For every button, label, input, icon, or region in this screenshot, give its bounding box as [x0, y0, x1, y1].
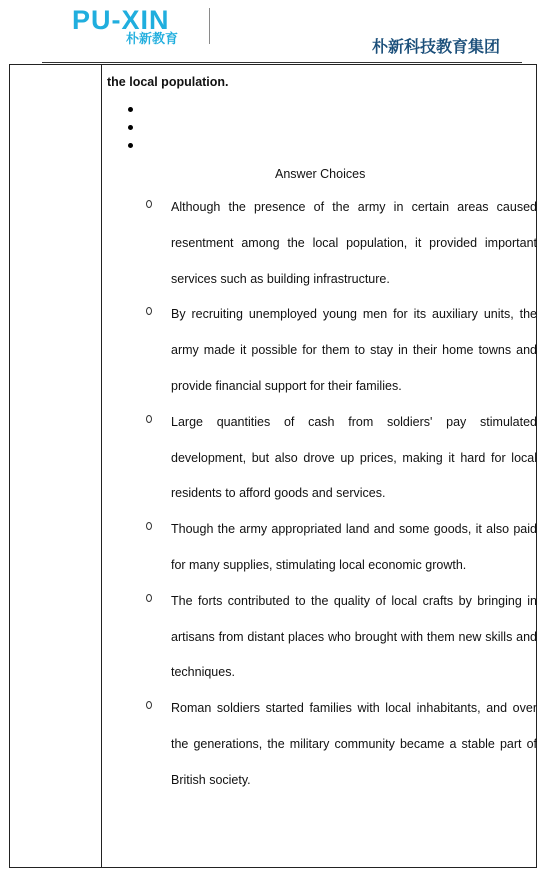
hollow-circle-bullet-icon	[146, 200, 152, 208]
answer-choice[interactable]	[145, 405, 537, 512]
answer-choice[interactable]	[145, 512, 537, 584]
hollow-circle-bullet-icon	[146, 701, 152, 709]
logo-latin-text: PU-XIN	[72, 5, 170, 35]
table-column-divider	[101, 65, 102, 867]
group-name: 朴新科技教育集团	[371, 37, 500, 56]
hollow-circle-bullet-icon	[146, 415, 152, 423]
page-header	[0, 0, 548, 64]
puxin-logo	[72, 6, 200, 48]
answer-choice-text: The forts contributed to the quality of local crafts by bringing in artisans from distant places who brought with them new skills and techniques.	[171, 593, 537, 680]
logo-chinese-text: 朴新教育	[126, 32, 179, 47]
passage-lead-text: the local population.	[107, 75, 229, 89]
hollow-circle-bullet-icon	[146, 522, 152, 530]
question-table	[9, 64, 537, 868]
answer-choice-text: Large quantities of cash from soldiers' pay stimulated development, but also drove up prices, making it hard for local residents to afford goods and services.	[171, 414, 537, 501]
answer-choice-text: Roman soldiers started families with local inhabitants, and over the generations, the military community became a stable part of British society.	[171, 701, 537, 787]
answer-choice-text: Although the presence of the army in certain areas caused resentment among the local population, it provided important services such as building infrastructure.	[171, 200, 537, 286]
answer-choice[interactable]	[145, 584, 537, 691]
answer-choices-heading: Answer Choices	[275, 167, 366, 181]
header-rule	[42, 62, 522, 63]
hollow-circle-bullet-icon	[146, 594, 152, 602]
answer-choice-text: By recruiting unemployed young men for its auxiliary units, the army made it possible for them to stay in their home towns and provide financial support for their families.	[171, 307, 537, 393]
answer-choice[interactable]	[145, 297, 537, 404]
answer-choice[interactable]	[145, 190, 537, 297]
header-divider	[209, 8, 210, 44]
answer-choice[interactable]	[145, 691, 537, 798]
answer-choice-text: Though the army appropriated land and some goods, it also paid for many supplies, stimulating local economic growth.	[171, 522, 537, 572]
answer-choices-list	[145, 190, 537, 799]
hollow-circle-bullet-icon	[146, 307, 152, 315]
